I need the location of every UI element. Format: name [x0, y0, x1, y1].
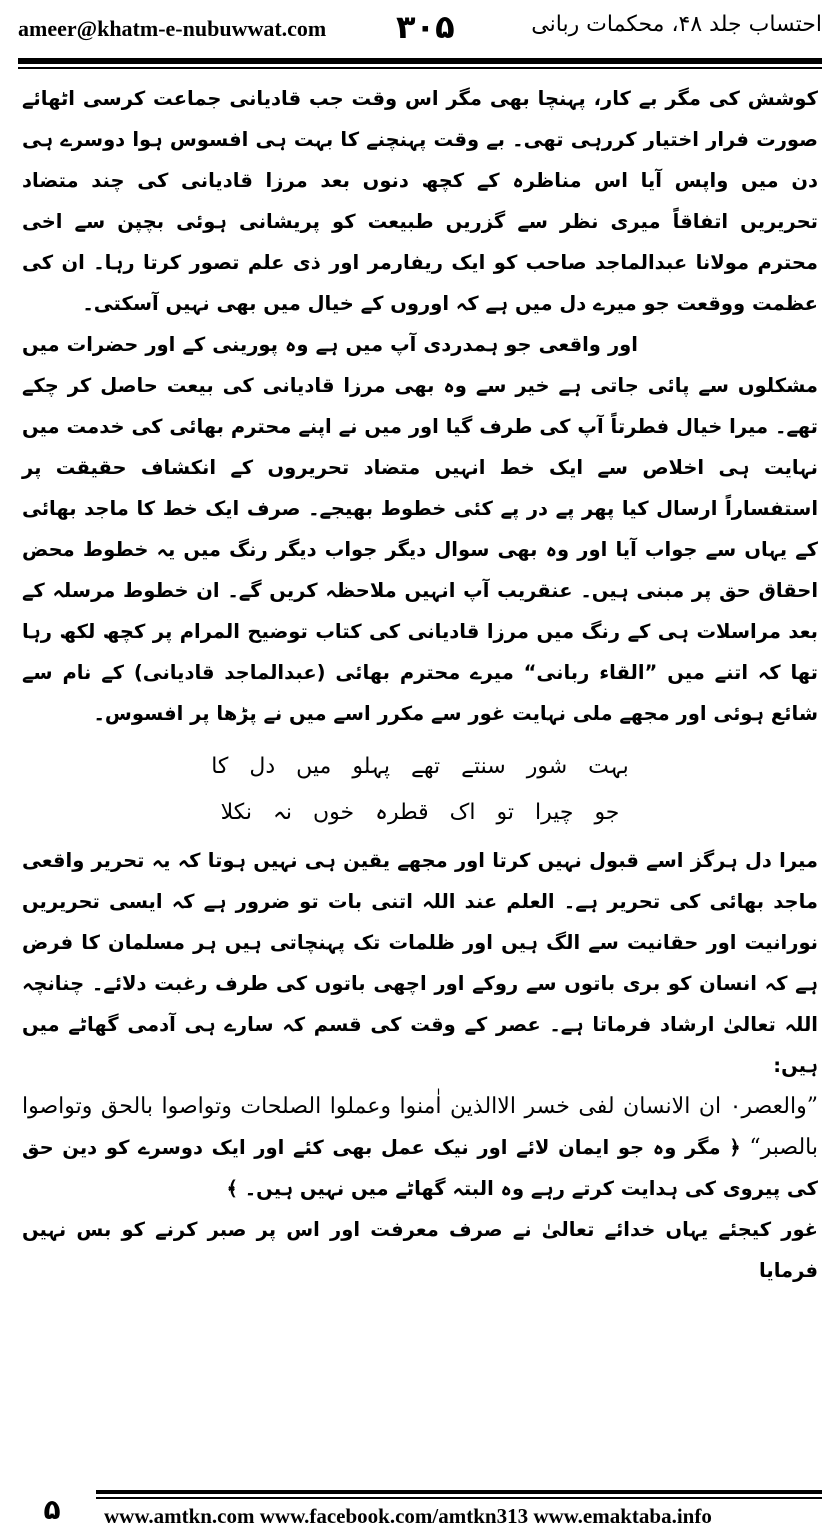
page-header [18, 8, 822, 54]
poem-line-1: بہت شور سنتے تھے پہلو میں دل کا [211, 754, 629, 779]
footer-rule-thick [96, 1490, 822, 1494]
header-book-title: احتساب جلد ۴۸، محکمات ربانی [531, 12, 822, 37]
footer-page-number: ۵ [43, 1493, 61, 1526]
quran-quote-translation: ﴿ مگر وہ جو ایمان لائے اور نیک عمل بھی کئے اور ایک دوسرے کو دین حق کی پیروی کی ہدایت کرتے رہے وہ البتہ گھاٹے میں نہیں ہیں۔ ﴾ [22, 1136, 818, 1200]
quran-quote-arabic: ”والعصر۰ ان الانسان لفی خسر الاالذین اٰمنوا وعملوا الصلحات وتواصوا بالحق وتواصوا بالصبر“ [22, 1094, 818, 1160]
poem [22, 744, 818, 836]
paragraph-4: غور کیجئے یہاں خدائے تعالیٰ نے صرف معرفت اور اس پر صبر کرنے کو بس نہیں فرمایا [22, 1218, 818, 1282]
header-email: ameer@khatm-e-nubuwwat.com [18, 16, 327, 41]
paragraph-1: کوشش کی مگر بے کار، پہنچا بھی مگر اس وقت جب قادیانی جماعت کرسی اٹھائے صورت فرار اختیار کررہی تھی۔ بے وقت پہنچنے کا بہت ہی افسوس ہوا دوسرے ہی دن میں واپس آیا اس مناظرہ کے کچھ دنوں بعد مرزا قادیانی کی چند متضاد تحریریں اتفاقاً میری نظر سے گزریں طبیعت کو پریشانی ہوئی بچپن سے اخی محترم مولانا عبدالماجد صاحب کو ایک ریفارمر اور ذی علم تصور کرتا رہا۔ ان کی عظمت ووقعت جو میرے دل میں ہے کہ اوروں کے خیال میں بھی نہیں آسکتی۔ [22, 87, 818, 315]
paragraph-2: اور واقعی جو ہمدردی آپ میں ہے وہ پورینی کے اور حضرات میں مشکلوں سے پائی جاتی ہے خیر سے وہ بھی مرزا قادیانی کی بیعت حاصل کر چکے تھے۔ میرا خیال فطرتاً آپ کی طرف گیا اور میں نے اپنے محترم بھائی کی خدمت میں نہایت ہی اخلاص سے ایک خط انہیں متضاد تحریروں کے انکشاف حقیقت پر استفساراً ارسال کیا پھر پے در پے کئی خطوط بھیجے۔ صرف ایک خط کا ماجد بھائی کے یہاں سے جواب آیا اور وہ بھی سوال دیگر جواب دیگر رنگ میں یہ خطوط محض احقاق حق پر مبنی ہیں۔ عنقریب آپ انہیں ملاحظہ کریں گے۔ ان خطوط مرسلہ کے بعد مراسلات ہی کے رنگ میں مرزا قادیانی کی کتاب توضیح المرام پر کچھ لکھ رہا تھا کہ اتنے میں ”القاء ربانی“ میرے محترم بھائی (عبدالماجد قادیانی) کے نام سے شائع ہوئی اور مجھے ملی نہایت غور سے مکرر اسے میں نے پڑھا پر افسوس۔ [22, 333, 818, 725]
header-rule-thin [18, 67, 822, 69]
page-footer [18, 1488, 822, 1532]
poem-line-2: جو چیرا تو اک قطرہ خوں نہ نکلا [220, 800, 620, 825]
header-page-number: ۳۰۵ [396, 8, 455, 46]
footer-links: www.amtkn.com www.facebook.com/amtkn313 www.emaktaba.info [104, 1504, 712, 1528]
body-text [22, 78, 818, 1291]
quran-quote [22, 1086, 818, 1209]
footer-rule-thin [96, 1497, 822, 1499]
paragraph-3: میرا دل ہرگز اسے قبول نہیں کرتا اور مجھے یقین ہی نہیں ہوتا کہ یہ تحریر واقعی ماجد بھائی کی تحریر ہے۔ العلم عند اللہ اتنی بات تو ضرور ہے کہ ایسی تحریریں نورانیت اور حقانیت سے الگ ہیں اور ظلمات تک پہنچاتی ہیں ہر مسلمان کا فرض ہے کہ انسان کو بری باتوں سے روکے اور اچھی باتوں کی طرف رغبت دلائے۔ چنانچہ اللہ تعالیٰ ارشاد فرماتا ہے۔ عصر کے وقت کی قسم کہ سارے ہی آدمی گھاٹے میں ہیں: [22, 849, 818, 1077]
header-rule-thick [18, 58, 822, 64]
